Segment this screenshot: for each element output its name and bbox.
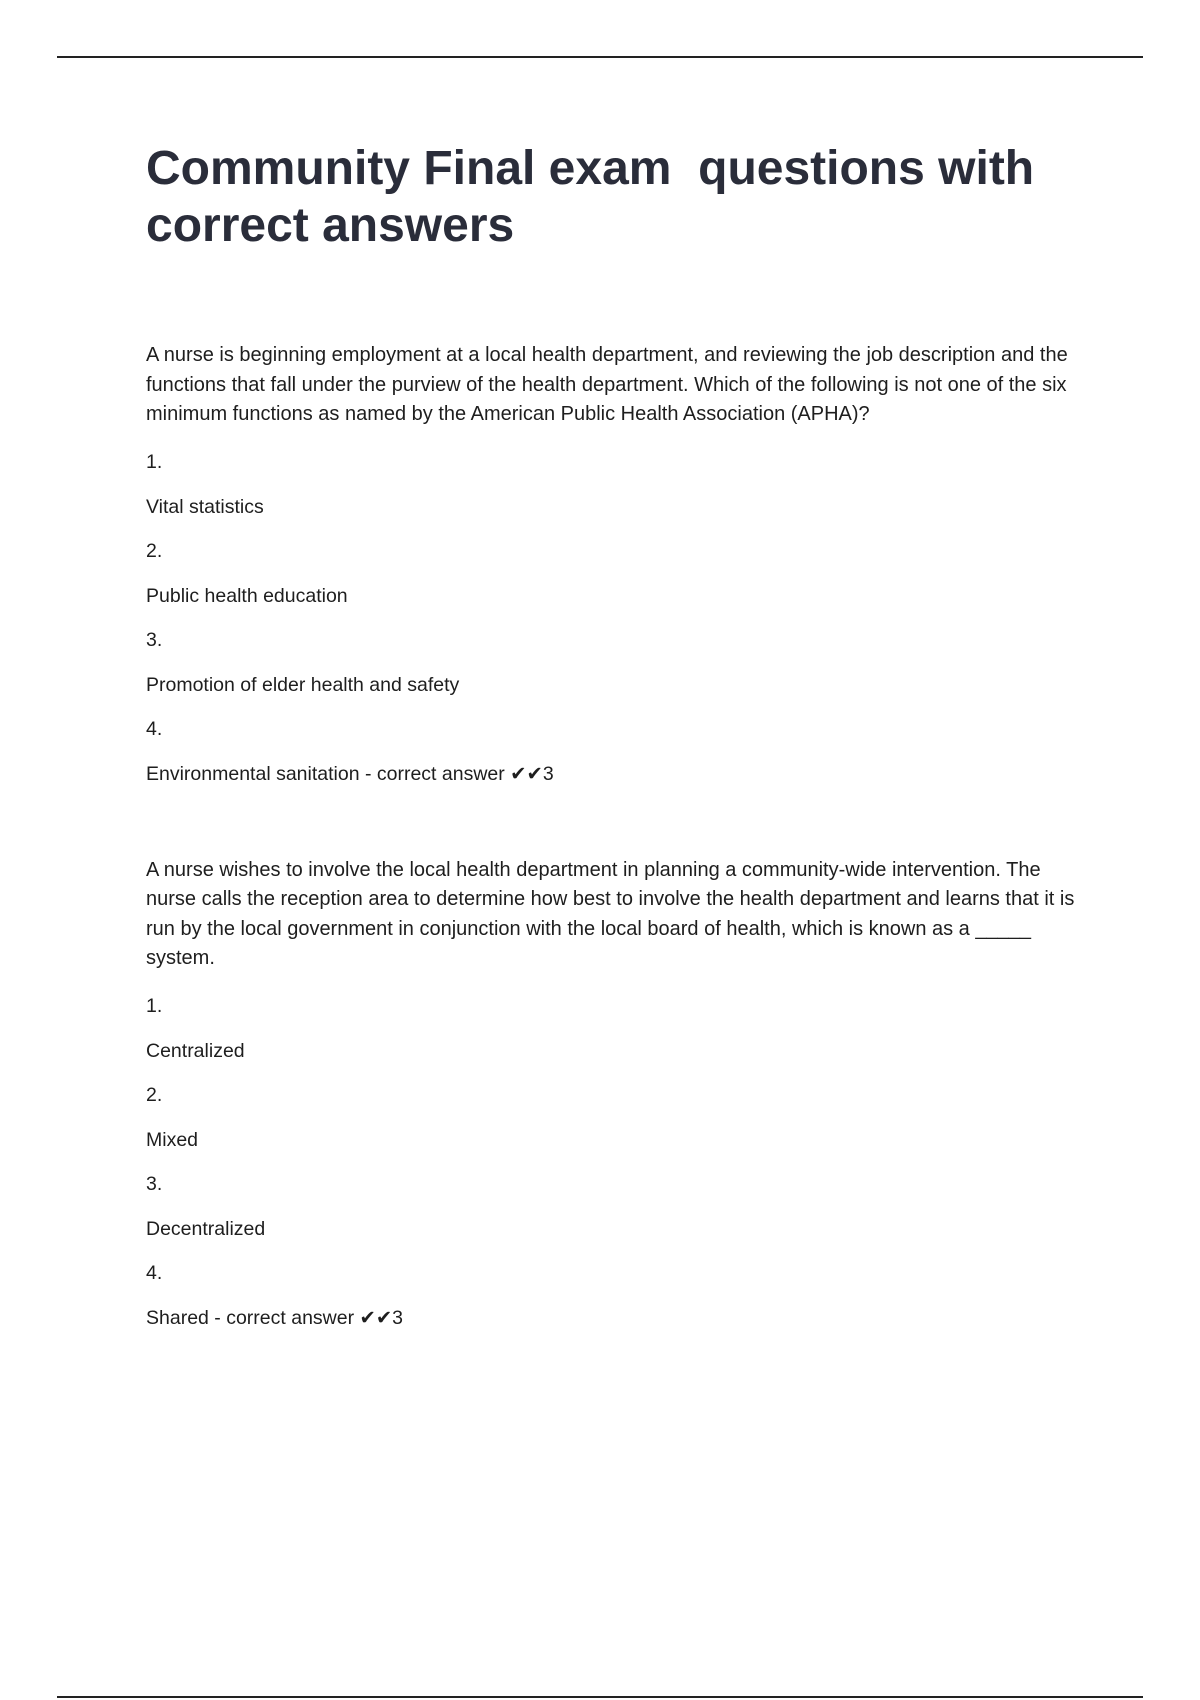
bottom-divider [57, 1696, 1143, 1698]
option-number: 3. [146, 628, 163, 651]
question-1 [146, 341, 1086, 786]
question-text: A nurse wishes to involve the local health department in planning a community-wide intervention. The nurse calls the reception area to determine how best to involve the health department and learns that it is run by the local government in conjunction with the local board of health, which is known as a _____ system. [146, 858, 1075, 969]
option-text: Public health education [146, 584, 348, 607]
option-number: 1. [146, 994, 163, 1017]
top-divider [57, 56, 1143, 58]
document-title: Community Final exam questions with correct answers [146, 142, 1048, 252]
option-number: 2. [146, 1083, 163, 1106]
option-text: Centralized [146, 1039, 245, 1062]
document-body [146, 140, 1086, 1330]
option-text: Decentralized [146, 1217, 266, 1240]
option-number: 4. [146, 1261, 163, 1284]
question-text: A nurse is beginning employment at a local health department, and reviewing the job description and the functions that fall under the purview of the health department. Which of the following is not one of the six minimum functions as named by the American Public Health Association (APHA)? [146, 344, 1068, 425]
option-text: Mixed [146, 1128, 199, 1151]
option-number: 1. [146, 450, 163, 473]
option-number: 3. [146, 1172, 163, 1195]
option-text: Vital statistics [146, 495, 264, 518]
question-2 [146, 856, 1086, 1330]
option-text: Promotion of elder health and safety [146, 673, 460, 696]
option-text-answer: Shared - correct answer ✔✔3 [146, 1306, 404, 1329]
option-text-answer: Environmental sanitation - correct answer ✔✔3 [146, 762, 554, 785]
option-number: 2. [146, 539, 163, 562]
option-number: 4. [146, 717, 163, 740]
